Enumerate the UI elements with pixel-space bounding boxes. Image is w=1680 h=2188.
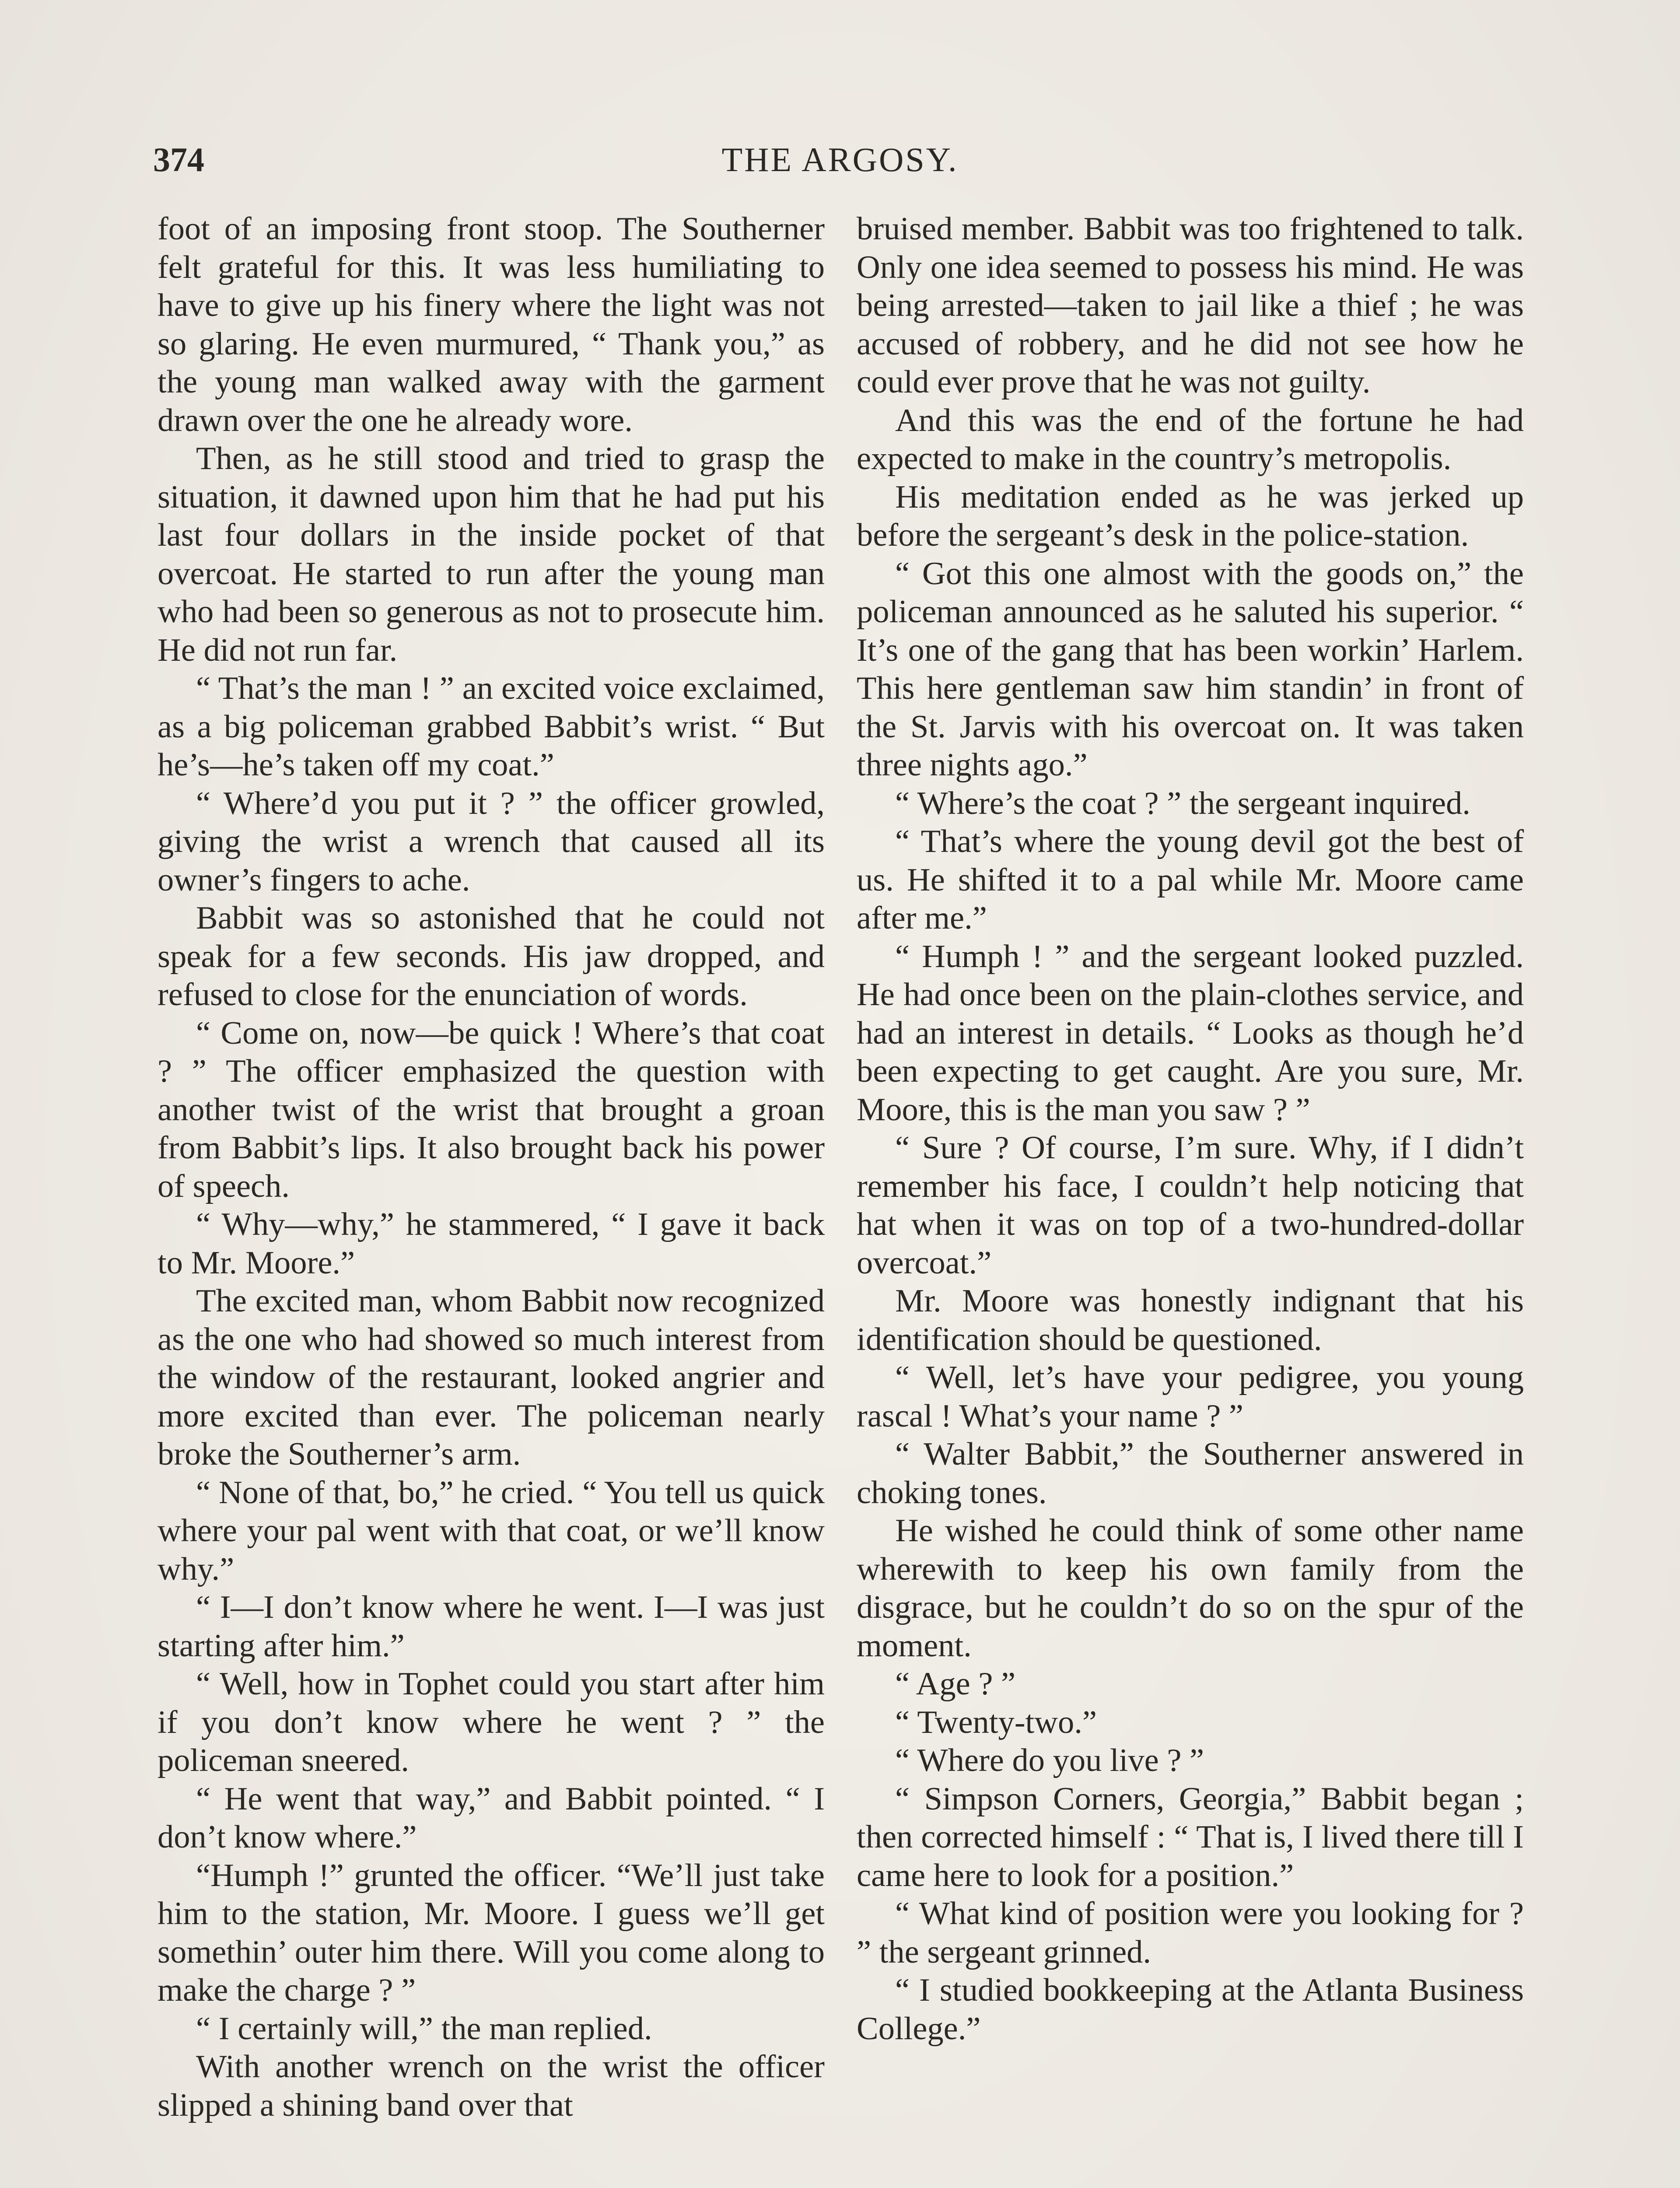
- paragraph: “ None of that, bo,” he cried. “ You tell us quick where your pal went with that coat, or we’ll know why.”: [158, 1474, 825, 1587]
- paragraph: With another wrench on the wrist the officer slipped a shining band over that: [158, 2049, 825, 2123]
- paragraph: “ I—I don’t know where he went. I—I was just starting after him.”: [158, 1589, 825, 1664]
- paragraph: “ I studied bookkeeping at the Atlanta Business College.”: [857, 1972, 1524, 2047]
- paragraph: “ Humph ! ” and the sergeant looked puzzled. He had once been on the plain-clothes service, and had an interest in details. “ Looks as though he’d been expecting to get caught. Are you sure, Mr. Moore, this is the man you saw ? ”: [857, 938, 1524, 1128]
- running-head: THE ARGOSY.: [721, 140, 959, 179]
- paragraph: “ Sure ? Of course, I’m sure. Why, if I didn’t remember his face, I couldn’t help noticing that hat when it was on top of a two-hundred-dollar overcoat.”: [857, 1130, 1524, 1281]
- right-column: [857, 210, 1524, 2048]
- paragraph: “ Twenty-two.”: [895, 1704, 1097, 1740]
- paragraph: Mr. Moore was honestly indignant that his identification should be questioned.: [857, 1283, 1524, 1357]
- paragraph: “ That’s the man ! ” an excited voice exclaimed, as a big policeman grabbed Babbit’s wrist. “ But he’s—he’s taken off my coat.”: [158, 670, 825, 783]
- paragraph: “ Well, let’s have your pedigree, you young rascal ! What’s your name ? ”: [857, 1360, 1524, 1434]
- paragraph: And this was the end of the fortune he had expected to make in the country’s metropolis.: [857, 402, 1524, 477]
- paragraph: “ Got this one almost with the goods on,” the policeman announced as he saluted his superior. “ It’s one of the gang that has been workin’ Harlem. This here gentleman saw him standin’ in front of the St. Jarvis with his overcoat on. It was taken three nights ago.”: [857, 555, 1524, 783]
- paragraph: “ Come on, now—be quick ! Where’s that coat ? ” The officer emphasized the question with another twist of the wrist that brought a groan from Babbit’s lips. It also brought back his power of speech.: [158, 1015, 825, 1204]
- paragraph: Babbit was so astonished that he could not speak for a few seconds. His jaw dropped, and refused to close for the enunciation of words.: [158, 900, 825, 1013]
- paragraph: “ Age ? ”: [895, 1666, 1016, 1702]
- paragraph: Then, as he still stood and tried to grasp the situation, it dawned upon him that he had put his last four dollars in the inside pocket of that overcoat. He started to run after the young man who had been so generous as not to prosecute him. He did not run far.: [158, 441, 825, 668]
- paragraph: “ Where do you live ? ”: [895, 1743, 1204, 1778]
- left-column: [158, 210, 825, 2125]
- paragraph: “ What kind of position were you looking for ? ” the sergeant grinned.: [857, 1896, 1524, 1970]
- paragraph: bruised member. Babbit was too frightened to talk. Only one idea seemed to possess his mind. He was being arrested—taken to jail like a thief ; he was accused of robbery, and he did not see how he could ever prove that he was not guilty.: [857, 211, 1524, 400]
- paragraph: “ Well, how in Tophet could you start after him if you don’t know where he went ? ” the policeman sneered.: [158, 1666, 825, 1778]
- paragraph: “ Why—why,” he stammered, “ I gave it back to Mr. Moore.”: [158, 1206, 825, 1281]
- page-number: 374: [153, 140, 204, 179]
- paragraph: “ I certainly will,” the man replied.: [196, 2010, 652, 2047]
- paragraph: His meditation ended as he was jerked up before the sergeant’s desk in the police-station.: [857, 479, 1524, 553]
- paragraph: “ Where’s the coat ? ” the sergeant inquired.: [895, 785, 1470, 821]
- paragraph: The excited man, whom Babbit now recognized as the one who had showed so much interest from the window of the restaurant, looked angrier and more excited than ever. The policeman nearly broke the Southerner’s arm.: [158, 1283, 825, 1472]
- paragraph: “ He went that way,” and Babbit pointed. “ I don’t know where.”: [158, 1781, 825, 1855]
- paragraph: “ That’s where the young devil got the best of us. He shifted it to a pal while Mr. Moore came after me.”: [857, 824, 1524, 936]
- paragraph: “ Where’d you put it ? ” the officer growled, giving the wrist a wrench that caused all its owner’s fingers to ache.: [158, 785, 825, 898]
- page-header: [153, 131, 1527, 188]
- paragraph: “ Walter Babbit,” the Southerner answered in choking tones.: [857, 1436, 1524, 1511]
- paragraph: “ Simpson Corners, Georgia,” Babbit began ; then corrected himself : “ That is, I lived there till I came here to look for a position.”: [857, 1781, 1524, 1893]
- paragraph: He wished he could think of some other name wherewith to keep his own family from the disgrace, but he couldn’t do so on the spur of the moment.: [857, 1513, 1524, 1664]
- paragraph: “Humph !” grunted the officer. “We’ll just take him to the station, Mr. Moore. I guess we’ll get somethin’ outer him there. Will you come along to make the charge ? ”: [158, 1857, 825, 2008]
- paragraph: foot of an imposing front stoop. The Southerner felt grateful for this. It was less humiliating to have to give up his finery where the light was not so glaring. He even murmured, “ Thank you,” as the young man walked away with the garment drawn over the one he already wore.: [158, 211, 825, 438]
